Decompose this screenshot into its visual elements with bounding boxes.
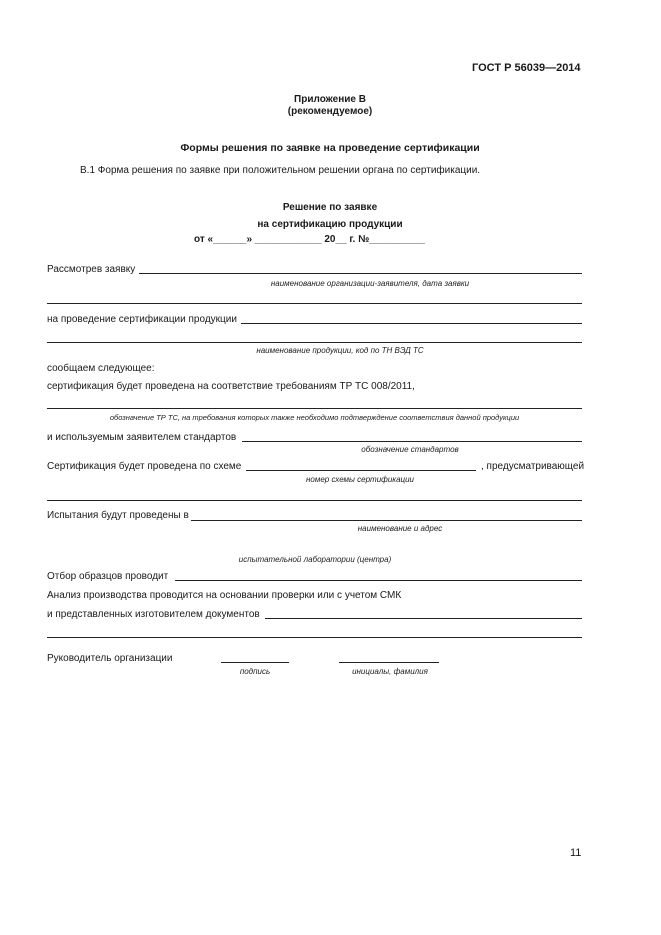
scheme-continuation-line [47,500,582,501]
initials-line [339,662,439,663]
considered-label: Рассмотрев заявку [47,264,136,275]
hint-initials: инициалы, фамилия [352,667,428,676]
section-title: Формы решения по заявке на проведение сертификации [180,142,480,154]
documents-continuation-line [47,637,582,638]
sampling-field-line [175,580,582,581]
applicant-continuation-line [47,303,582,304]
clause-text: В.1 Форма решения по заявке при положительном решении органа по сертификации. [80,165,481,176]
requirements-field-line [47,408,582,409]
documents-label: и представленных изготовителем документов [47,609,260,620]
signature-line [221,662,289,663]
product-continuation-line [47,342,582,343]
certification-label: на проведение сертификации продукции [47,314,237,325]
document-code: ГОСТ Р 56039—2014 [472,62,581,74]
scheme-label: Сертификация будет проведена по схеме [47,461,242,472]
hint-applicant: наименование организации-заявителя, дата заявки [270,279,470,288]
documents-field-line [265,618,582,619]
appendix-title: Приложение В [294,94,366,105]
decision-date-number: от «______» ____________ 20__ г. №__________ [194,234,425,245]
head-label: Руководитель организации [47,653,173,664]
hint-signature: подпись [239,667,271,676]
hint-lab: испытательной лаборатории (центра) [238,555,392,564]
decision-title-line2: на сертификацию продукции [257,219,403,230]
scheme-suffix: , предусматривающей [481,461,585,472]
sampling-label: Отбор образцов проводит [47,571,169,582]
scheme-field-line [246,470,476,471]
compliance-text: сертификация будет проведена на соответствие требованиям ТР ТС 008/2011, [47,381,415,392]
product-field-line [241,323,582,324]
analysis-text: Анализ производства проводится на основании проверки или с учетом СМК [47,590,402,601]
appendix-subtitle: (рекомендуемое) [287,106,373,117]
applicant-field-line [139,273,582,274]
lab-field-line [191,520,582,521]
page-number: 11 [570,847,582,859]
decision-title-line1: Решение по заявке [282,202,378,213]
hint-requirements: обозначение ТР ТС, на требования которых также необходимо подтверждение соответствия данной продукции [109,413,520,422]
hint-standards: обозначение стандартов [361,445,459,454]
standards-label: и используемым заявителем стандартов [47,432,237,443]
tests-label: Испытания будут проведены в [47,510,189,521]
hint-scheme: номер схемы сертификации [306,475,414,484]
inform-text: сообщаем следующее: [47,363,155,374]
standards-field-line [242,441,582,442]
hint-name-address: наименование и адрес [357,524,443,533]
hint-product: наименование продукции, код по ТН ВЭД ТС [256,346,424,355]
